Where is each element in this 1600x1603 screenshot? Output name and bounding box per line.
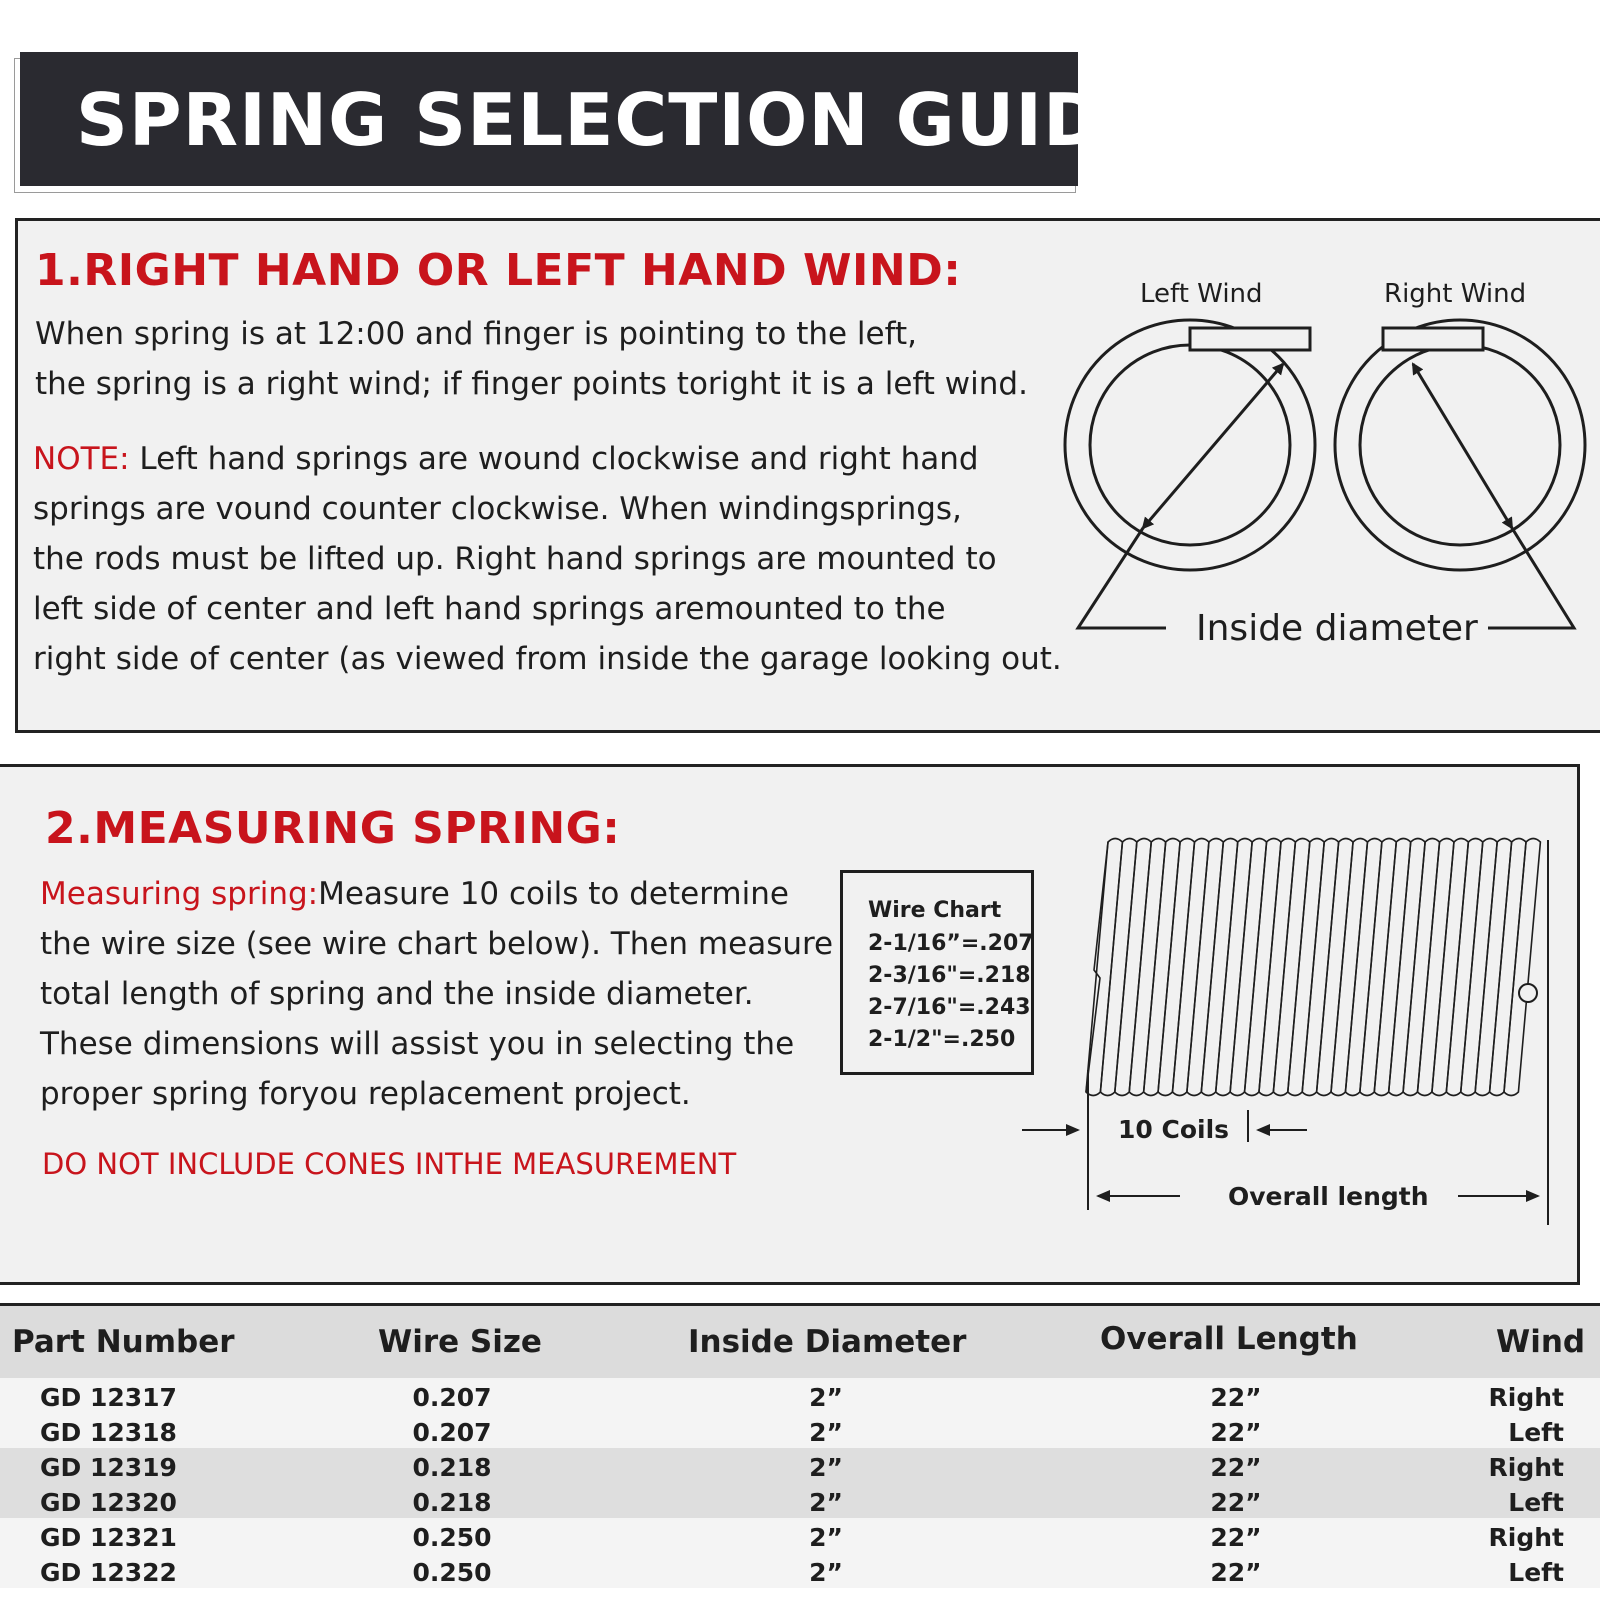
- wind-cell: Left: [1508, 1488, 1564, 1517]
- inside-diameter-cell: 2”: [809, 1558, 843, 1587]
- table-body: [0, 1378, 1600, 1603]
- row-band: [0, 1518, 1600, 1588]
- wind-diagram: [1040, 270, 1600, 650]
- measuring-line: total length of spring and the inside diameter.: [40, 976, 754, 1012]
- spring-diagram: [1010, 830, 1570, 1230]
- table-header: [0, 1306, 1600, 1378]
- overall-length-cell: 22”: [1210, 1558, 1262, 1587]
- overall-length-cell: 22”: [1210, 1523, 1262, 1552]
- note-line: the rods must be lifted up. Right hand springs are mounted to: [33, 541, 997, 577]
- right-wind-label: Right Wind: [1384, 279, 1527, 309]
- measuring-line: the wire size (see wire chart below). Then measure: [40, 926, 834, 962]
- ten-coils-label: 10 Coils: [1118, 1115, 1230, 1144]
- part-number-cell: GD 12321: [40, 1523, 177, 1552]
- header-wind: Wind: [1496, 1324, 1586, 1360]
- part-number-cell: GD 12319: [40, 1453, 177, 1482]
- wind-cell: Right: [1488, 1523, 1564, 1552]
- overall-length-cell: 22”: [1210, 1453, 1262, 1482]
- measurement-guides: [1022, 840, 1548, 1225]
- header-wire-size: Wire Size: [378, 1324, 542, 1360]
- note-line: left side of center and left hand springs aremounted to the: [33, 591, 946, 627]
- note-line: Left hand springs are wound clockwise and right hand: [129, 441, 979, 477]
- right-wind-spring: [1335, 320, 1585, 628]
- wind-cell: Left: [1508, 1558, 1564, 1587]
- measuring-section-heading: 2.MEASURING SPRING:: [45, 803, 621, 854]
- note-label: NOTE:: [33, 441, 130, 477]
- part-number-cell: GD 12320: [40, 1488, 177, 1517]
- wind-cell: Left: [1508, 1418, 1564, 1447]
- wind-line: When spring is at 12:00 and finger is pointing to the left,: [35, 316, 917, 352]
- wind-cell: Right: [1488, 1383, 1564, 1412]
- parts-table: [0, 1303, 1600, 1603]
- row-band: [0, 1378, 1600, 1448]
- measuring-line: proper spring foryou replacement project.: [40, 1076, 691, 1112]
- inside-diameter-label: Inside diameter: [1196, 608, 1478, 649]
- spring-end-loop: [1519, 984, 1537, 1002]
- wire-chart-row: 2-1/2"=.250: [868, 1027, 1016, 1052]
- measuring-lead-label: Measuring spring:: [40, 876, 319, 912]
- page-title: SPRING SELECTION GUIDE: [76, 78, 1154, 162]
- title-banner: [20, 52, 1154, 186]
- overall-length-label: Overall length: [1228, 1182, 1429, 1211]
- wire-size-cell: 0.207: [412, 1418, 492, 1447]
- measuring-line: Measure 10 coils to determine: [318, 876, 789, 912]
- spring-coil: [1504, 839, 1540, 1096]
- part-number-cell: GD 12318: [40, 1418, 177, 1447]
- note-line: right side of center (as viewed from inside the garage looking out.: [33, 641, 1062, 677]
- inside-diameter-cell: 2”: [809, 1383, 843, 1412]
- overall-length-cell: 22”: [1210, 1488, 1262, 1517]
- wire-size-cell: 0.250: [412, 1558, 492, 1587]
- wind-description: [35, 309, 1028, 409]
- wind-cell: Right: [1488, 1453, 1564, 1482]
- wind-note: [33, 434, 1062, 684]
- wire-chart-row: 2-1/16”=.207: [868, 931, 1034, 956]
- wire-size-cell: 0.218: [412, 1453, 492, 1482]
- overall-length-cell: 22”: [1210, 1383, 1262, 1412]
- wind-section-heading: 1.RIGHT HAND OR LEFT HAND WIND:: [35, 245, 962, 296]
- wire-size-cell: 0.207: [412, 1383, 492, 1412]
- inside-diameter-cell: 2”: [809, 1418, 843, 1447]
- header-overall-length: Overall Length: [1100, 1321, 1358, 1357]
- header-part-number: Part Number: [12, 1324, 235, 1360]
- left-wind-label: Left Wind: [1140, 279, 1263, 309]
- cones-warning: DO NOT INCLUDE CONES INTHE MEASUREMENT: [42, 1147, 737, 1181]
- inside-diameter-cell: 2”: [809, 1488, 843, 1517]
- wind-line: the spring is a right wind; if finger points toright it is a left wind.: [35, 366, 1028, 402]
- wire-size-cell: 0.218: [412, 1488, 492, 1517]
- left-wind-spring: [1065, 320, 1315, 628]
- row-band: [0, 1448, 1600, 1518]
- wire-size-cell: 0.250: [412, 1523, 492, 1552]
- measuring-line: These dimensions will assist you in selecting the: [40, 1026, 795, 1062]
- part-number-cell: GD 12317: [40, 1383, 177, 1412]
- measuring-description: [40, 869, 833, 1119]
- spring-coils: [1086, 839, 1540, 1096]
- inside-diameter-cell: 2”: [809, 1523, 843, 1552]
- note-first-line: [33, 434, 1062, 484]
- header-inside-diameter: Inside Diameter: [688, 1324, 967, 1360]
- wire-chart: [840, 870, 1034, 1075]
- wire-chart-title: Wire Chart: [868, 898, 1002, 923]
- wire-chart-row: 2-3/16"=.218: [868, 963, 1031, 988]
- inside-diameter-cell: 2”: [809, 1453, 843, 1482]
- overall-length-cell: 22”: [1210, 1418, 1262, 1447]
- measuring-first-line: [40, 869, 833, 919]
- note-line: springs are vound counter clockwise. When windingsprings,: [33, 491, 962, 527]
- part-number-cell: GD 12322: [40, 1558, 177, 1587]
- wire-chart-row: 2-7/16"=.243: [868, 995, 1031, 1020]
